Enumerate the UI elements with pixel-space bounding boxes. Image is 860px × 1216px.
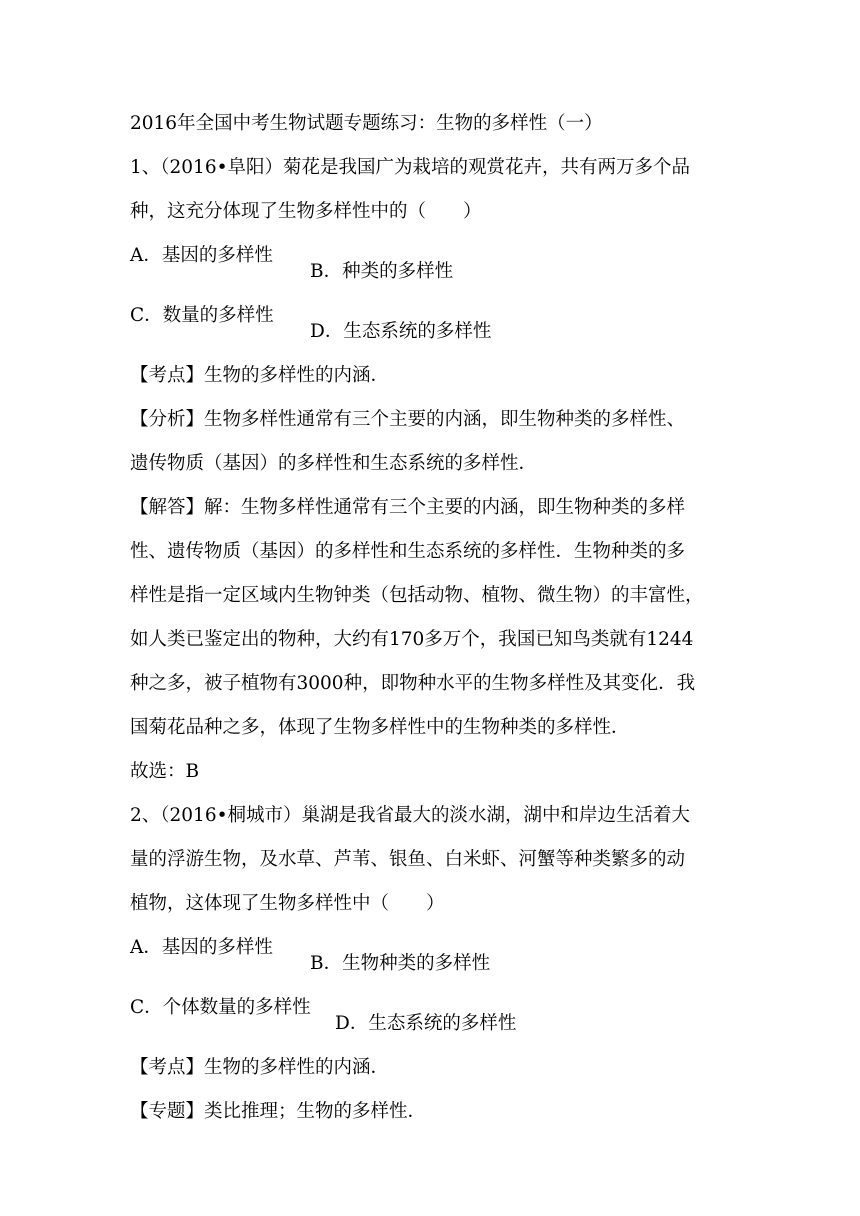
question-1-jieda-line-2: 性、遗传物质（基因）的多样性和生态系统的多样性．生物种类的多 xyxy=(130,541,686,562)
question-2-stem xyxy=(130,802,740,918)
question-2-option-d: D．生态系统的多样性 xyxy=(335,1013,517,1034)
question-1-jieda-line-1: 【解答】解：生物多样性通常有三个主要的内涵，即生物种类的多样 xyxy=(130,497,686,518)
question-1-answer xyxy=(130,758,740,786)
question-1-stem xyxy=(130,154,740,226)
question-2-stem-line-3: 植物，这体现了生物多样性中（ ） xyxy=(130,893,445,914)
question-1-jieda-line-3: 样性是指一定区域内生物钟类（包括动物、植物、微生物）的丰富性， xyxy=(130,585,704,606)
question-1-stem-line-1: 1、（2016•阜阳）菊花是我国广为栽培的观赏花卉，共有两万多个品 xyxy=(130,157,691,178)
document-title-block xyxy=(130,110,740,138)
question-1-stem-line-2: 种，这充分体现了生物多样性中的（ ） xyxy=(130,201,482,222)
question-1-options-row-1 xyxy=(130,242,740,286)
question-2-stem-line-2: 量的浮游生物，及水草、芦苇、银鱼、白米虾、河蟹等种类繁多的动 xyxy=(130,849,686,870)
question-1-option-a: A．基因的多样性 xyxy=(130,245,273,266)
question-1-jieda-line-5: 种之多，被子植物有3000种，即物种水平的生物多样性及其变化．我 xyxy=(130,673,696,694)
question-1-jieda xyxy=(130,494,740,742)
question-1-option-b: B．种类的多样性 xyxy=(310,261,454,282)
question-1-options-row-2 xyxy=(130,302,740,346)
question-2-options-row-2 xyxy=(130,994,740,1038)
question-1-fenxi xyxy=(130,406,740,478)
question-1-kaodian-text: 【考点】生物的多样性的内涵． xyxy=(130,365,390,386)
question-2-zhuanti xyxy=(130,1098,740,1126)
question-2-kaodian-text: 【考点】生物的多样性的内涵． xyxy=(130,1057,390,1078)
question-2-stem-line-1: 2、（2016•桐城市）巢湖是我省最大的淡水湖，湖中和岸边生活着大 xyxy=(130,805,691,826)
question-1-option-d: D．生态系统的多样性 xyxy=(310,321,492,342)
question-1-answer-text: 故选：B xyxy=(130,761,200,782)
question-2-option-b: B．生物种类的多样性 xyxy=(310,953,491,974)
question-1-fenxi-line-2: 遗传物质（基因）的多样性和生态系统的多样性． xyxy=(130,453,538,474)
question-2-kaodian xyxy=(130,1054,740,1082)
question-1-fenxi-line-1: 【分析】生物多样性通常有三个主要的内涵，即生物种类的多样性、 xyxy=(130,409,686,430)
question-2-options-row-1 xyxy=(130,934,740,978)
question-1-jieda-line-6: 国菊花品种之多，体现了生物多样性中的生物种类的多样性． xyxy=(130,717,630,738)
document-title: 2016年全国中考生物试题专题练习：生物的多样性（一） xyxy=(130,113,603,134)
question-1-option-c: C．数量的多样性 xyxy=(130,305,274,326)
question-2-zhuanti-text: 【专题】类比推理；生物的多样性． xyxy=(130,1101,427,1122)
question-2-option-a: A．基因的多样性 xyxy=(130,937,273,958)
question-1-kaodian xyxy=(130,362,740,390)
question-2-option-c: C．个体数量的多样性 xyxy=(130,997,311,1018)
document-page xyxy=(130,110,740,1142)
question-1-jieda-line-4: 如人类已鉴定出的物种，大约有170多万个，我国已知鸟类就有1244 xyxy=(130,629,694,650)
